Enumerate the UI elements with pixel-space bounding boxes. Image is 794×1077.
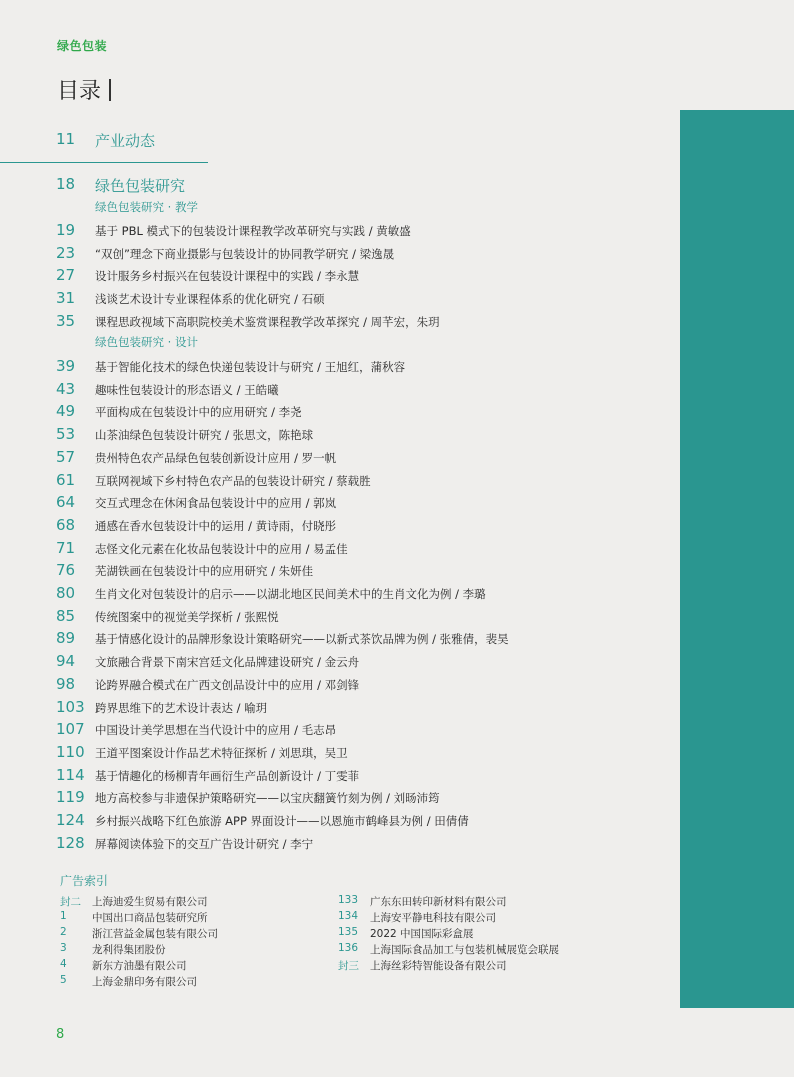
ad-page-code: 135 [338, 926, 359, 938]
ad-company-name: 龙利得集团股份 [92, 944, 166, 956]
section-divider [0, 162, 208, 163]
ad-company-name: 上海安平静电科技有限公司 [370, 912, 496, 924]
toc-entry-page[interactable]: 85 [56, 606, 76, 625]
toc-entry-page[interactable]: 57 [56, 447, 76, 466]
toc-entry-title[interactable]: 屏幕阅读体验下的交互广告设计研究 / 李宁 [95, 836, 314, 851]
toc-entry-page[interactable]: 98 [56, 674, 76, 693]
toc-entry-page[interactable]: 64 [56, 493, 76, 512]
toc-entry-title[interactable]: 课程思政视域下高职院校美术鉴赏课程教学改革探究 / 周芊宏，朱玥 [95, 314, 440, 329]
toc-entry-page[interactable]: 128 [56, 833, 85, 852]
toc-entry-title[interactable]: 传统图案中的视觉美学探析 / 张熙悦 [95, 609, 279, 624]
toc-entry-page[interactable]: 114 [56, 765, 85, 784]
section-page-industry[interactable]: 11 [56, 130, 76, 148]
toc-entry-page[interactable]: 35 [56, 311, 76, 330]
toc-entry-page[interactable]: 124 [56, 811, 85, 829]
teal-decorative-block [680, 110, 794, 1008]
subsection-title-design: 绿色包装研究 · 设计 [95, 335, 198, 349]
ad-page-code: 134 [338, 910, 359, 922]
toc-entry-title[interactable]: 王道平图案设计作品艺术特征探析 / 刘思琪，吴卫 [95, 745, 348, 760]
toc-entry-title[interactable]: 平面构成在包装设计中的应用研究 / 李尧 [95, 405, 302, 420]
magazine-logo: 绿色包装 [57, 39, 108, 53]
toc-entry-title[interactable]: 基于情趣化的杨柳青年画衍生产品创新设计 / 丁雯菲 [95, 768, 360, 783]
toc-entry-title[interactable]: 文旅融合背景下南宋宫廷文化品牌建设研究 / 金云舟 [95, 655, 360, 670]
toc-entry-page[interactable]: 94 [56, 652, 76, 671]
toc-entry-title[interactable]: 志怪文化元素在化妆品包装设计中的应用 / 易孟佳 [95, 541, 348, 556]
title-bar-divider [109, 79, 111, 101]
section-title-industry[interactable]: 产业动态 [95, 132, 156, 150]
toc-entry-page[interactable]: 39 [56, 357, 76, 375]
toc-entry-title[interactable]: 设计服务乡村振兴在包装设计课程中的实践 / 李永慧 [95, 269, 360, 284]
toc-entry-page[interactable]: 49 [56, 402, 76, 421]
page-title [57, 74, 111, 105]
toc-entry-title[interactable]: 地方高校参与非遗保护策略研究——以宝庆翻簧竹刻为例 / 刘旸沛筠 [95, 791, 440, 806]
toc-entry-title[interactable]: 山茶油绿色包装设计研究 / 张思文，陈艳球 [95, 428, 314, 443]
toc-entry-title[interactable]: 基于智能化技术的绿色快递包装设计与研究 / 王旭红，蒲秋容 [95, 360, 406, 374]
toc-entry-page[interactable]: 27 [56, 266, 76, 285]
toc-entry-title[interactable]: 跨界思维下的艺术设计表达 / 喻玥 [95, 700, 268, 715]
toc-entry-page[interactable]: 107 [56, 720, 85, 739]
toc-entry-title[interactable]: 论跨界融合模式在广西文创品设计中的应用 / 邓剑锋 [95, 677, 360, 692]
ad-page-code: 136 [338, 942, 359, 954]
toc-entry-title[interactable]: 浅谈艺术设计专业课程体系的优化研究 / 石硕 [95, 292, 325, 307]
ad-company-name: 新东方油墨有限公司 [92, 960, 187, 972]
toc-entry-page[interactable]: 103 [56, 697, 85, 716]
ad-page-code: 1 [60, 910, 67, 922]
toc-entry-page[interactable]: 23 [56, 243, 76, 262]
ad-page-code: 133 [338, 894, 359, 906]
toc-entry-title[interactable]: 贵州特色农产品绿色包装创新设计应用 / 罗一帆 [95, 450, 337, 465]
toc-entry-title[interactable]: 中国设计美学思想在当代设计中的应用 / 毛志昂 [95, 723, 337, 738]
toc-entry-page[interactable]: 68 [56, 515, 76, 534]
toc-entry-page[interactable]: 76 [56, 561, 76, 580]
toc-entry-page[interactable]: 19 [56, 221, 76, 239]
ad-company-name: 浙江营益金属包装有限公司 [92, 928, 218, 940]
ad-page-code: 3 [60, 942, 67, 954]
toc-entry-page[interactable]: 61 [56, 470, 76, 489]
ad-page-code: 4 [60, 958, 67, 970]
toc-entry-title[interactable]: 互联网视域下乡村特色农产品的包装设计研究 / 蔡载胜 [95, 473, 371, 488]
ad-page-code: 封二 [60, 896, 81, 908]
ad-index-title: 广告索引 [60, 874, 109, 888]
toc-entry-title[interactable]: 通感在香水包装设计中的运用 / 黄诗雨，付晓彤 [95, 518, 337, 533]
toc-entry-title[interactable]: 生肖文化对包装设计的启示——以湖北地区民间美术中的生肖文化为例 / 李璐 [95, 587, 486, 601]
toc-entry-title[interactable]: 趣味性包装设计的形态语义 / 王皓曦 [95, 382, 279, 397]
ad-company-name: 上海金鼎印务有限公司 [92, 976, 197, 988]
toc-entry-page[interactable]: 43 [56, 379, 76, 398]
toc-entry-title[interactable]: 基于情感化设计的品牌形象设计策略研究——以新式茶饮品牌为例 / 张雅倩，裴昊 [95, 632, 509, 647]
section-page-green[interactable]: 18 [56, 175, 76, 193]
page-title-text: 目录 [57, 79, 102, 104]
toc-entry-page[interactable]: 89 [56, 629, 76, 648]
toc-entry-title[interactable]: 芜湖铁画在包装设计中的应用研究 / 朱妍佳 [95, 564, 314, 579]
page-number: 8 [56, 1027, 65, 1042]
toc-entry-title[interactable]: 基于 PBL 模式下的包装设计课程教学改革研究与实践 / 黄敏盛 [95, 224, 411, 238]
ad-page-code: 封三 [338, 960, 359, 972]
toc-entry-page[interactable]: 110 [56, 742, 85, 761]
toc-entry-page[interactable]: 71 [56, 538, 76, 557]
section-title-green[interactable]: 绿色包装研究 [95, 177, 186, 195]
ad-page-code: 2 [60, 926, 67, 938]
toc-entry-page[interactable]: 119 [56, 788, 85, 807]
toc-entry-title[interactable]: 交互式理念在休闲食品包装设计中的应用 / 郭岚 [95, 496, 337, 511]
toc-entry-title[interactable]: 乡村振兴战略下红色旅游 APP 界面设计——以恩施市鹤峰县为例 / 田倩倩 [95, 814, 469, 828]
toc-entry-page[interactable]: 31 [56, 289, 76, 308]
ad-company-name: 上海国际食品加工与包装机械展览会联展 [370, 944, 559, 956]
toc-entry-page[interactable]: 53 [56, 425, 76, 444]
ad-company-name: 2022 中国国际彩盒展 [370, 928, 474, 940]
subsection-title-teaching: 绿色包装研究 · 教学 [95, 200, 198, 214]
ad-company-name: 上海丝彩特智能设备有限公司 [370, 960, 507, 972]
toc-entry-title[interactable]: “双创”理念下商业摄影与包装设计的协同教学研究 / 梁逸晟 [95, 246, 395, 261]
ad-company-name: 上海迪爱生贸易有限公司 [92, 896, 208, 908]
ad-company-name: 中国出口商品包装研究所 [92, 912, 208, 924]
toc-entry-page[interactable]: 80 [56, 584, 76, 602]
ad-page-code: 5 [60, 974, 67, 986]
ad-company-name: 广东东田转印新材料有限公司 [370, 896, 507, 908]
